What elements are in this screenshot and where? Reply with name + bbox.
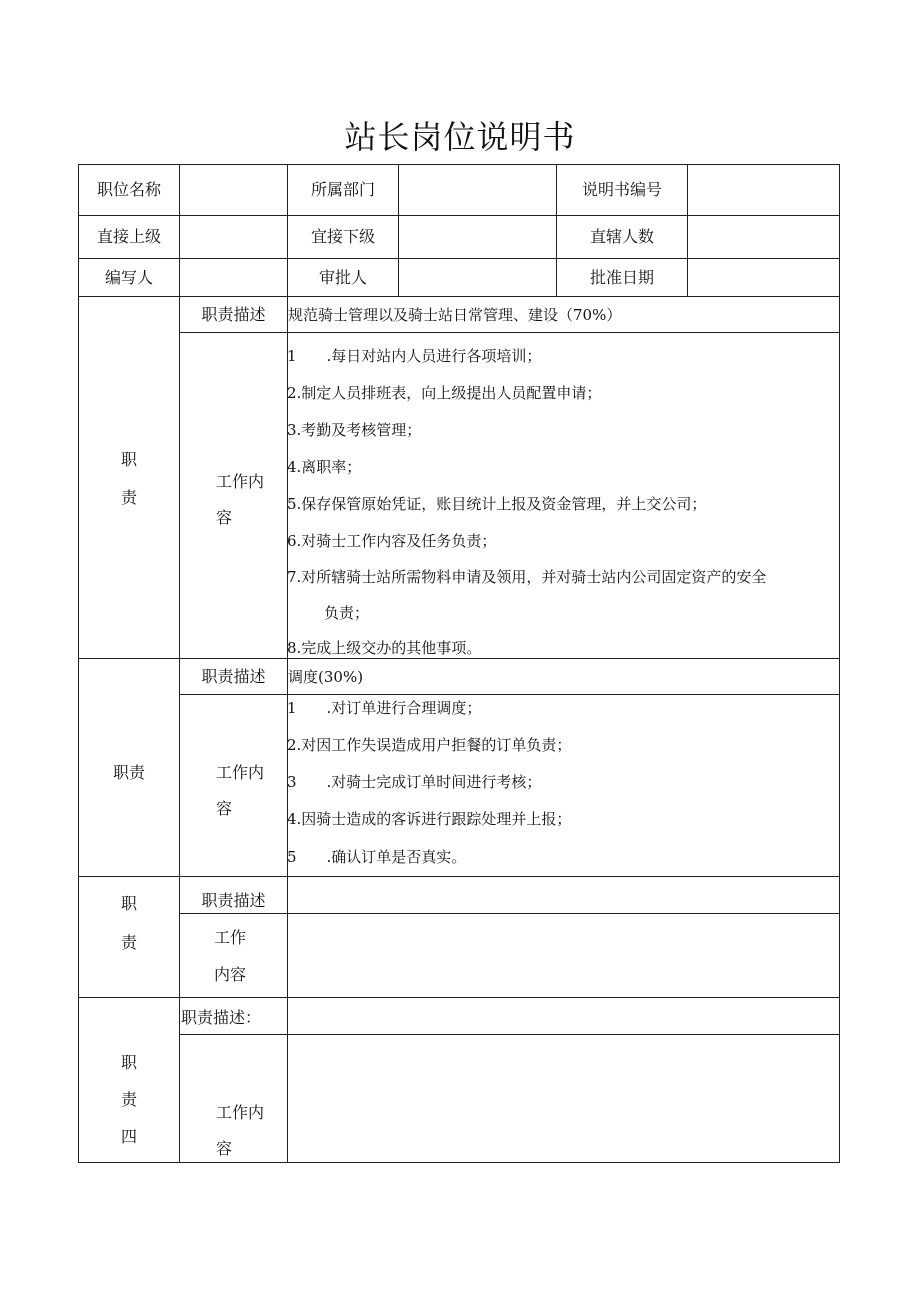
list-item: 7.对所辖骑士站所需物料申请及领用，并对骑士站内公司固定资产的安全 [287, 568, 767, 586]
direct-superior-label: 直接上级 [96, 227, 161, 246]
list-item: 4.离职率； [287, 458, 362, 476]
list-item: 1 .每日对站内人员进行各项培训； [287, 347, 542, 365]
list-item: 8.完成上级交办的其他事项。 [287, 639, 482, 657]
duty-3-label-line1: 职 [120, 894, 137, 913]
duty-4-desc-label: 职责描述： [181, 1008, 262, 1027]
list-item: 5.保存保管原始凭证，账目统计上报及资金管理，并上交公司； [287, 495, 707, 513]
duty-4-content-label-line2: 容 [216, 1139, 233, 1158]
list-item: 3 .对骑士完成订单时间进行考核； [287, 773, 542, 791]
list-item: 3.考勤及考核管理； [287, 421, 422, 439]
list-item: 1 .对订单进行合理调度； [287, 699, 482, 717]
duty-1-label-line1: 职 [120, 450, 137, 469]
author-label: 编写人 [104, 268, 153, 287]
duty-1-content-label-line2: 容 [216, 508, 233, 527]
duty-3-content-label-line1: 工作 [214, 928, 247, 947]
document-title: 站长岗位说明书 [344, 118, 576, 156]
duty-3-label-line2: 责 [120, 933, 137, 952]
duty-1-content-label-line1: 工作内 [216, 472, 265, 491]
duty-2-content-label-line2: 容 [216, 799, 233, 818]
list-item: 负责； [324, 604, 370, 622]
duty-1-label-line2: 责 [120, 488, 137, 507]
list-item: 2.对因工作失误造成用户拒餐的订单负责； [287, 736, 572, 754]
duty-4-label-line3: 四 [120, 1127, 137, 1146]
duty-3-content-label-line2: 内容 [214, 965, 247, 984]
approval-date-label: 批准日期 [589, 268, 654, 287]
duty-2-desc-label: 职责描述 [201, 667, 266, 686]
duty-2-desc: 调度(30%) [288, 668, 364, 686]
list-item: 2.制定人员排班表，向上级提出人员配置申请； [287, 384, 602, 402]
duty-4-label-line2: 责 [120, 1090, 137, 1109]
department-label: 所属部门 [310, 180, 375, 199]
duty-3-desc-label: 职责描述 [201, 891, 266, 910]
duty-4-label-line1: 职 [120, 1053, 137, 1072]
duty-1-desc-label: 职责描述 [201, 305, 266, 324]
list-item: 5 .确认订单是否真实。 [287, 848, 467, 866]
direct-count-label: 直辖人数 [589, 227, 654, 246]
duty-4-content-label-line1: 工作内 [216, 1103, 265, 1122]
doc-number-label: 说明书编号 [581, 180, 662, 199]
duty-1-desc: 规范骑士管理以及骑士站日常管理、建设（70%） [288, 306, 622, 324]
list-item: 6.对骑士工作内容及任务负责； [287, 532, 497, 550]
duty-2-label: 职责 [112, 763, 145, 782]
duty-2-content-label-line1: 工作内 [216, 763, 265, 782]
approver-label: 审批人 [318, 268, 367, 287]
direct-subordinate-label: 宜接下级 [310, 227, 375, 246]
position-name-label: 职位名称 [96, 180, 161, 199]
list-item: 4.因骑士造成的客诉进行跟踪处理并上报； [287, 810, 572, 828]
